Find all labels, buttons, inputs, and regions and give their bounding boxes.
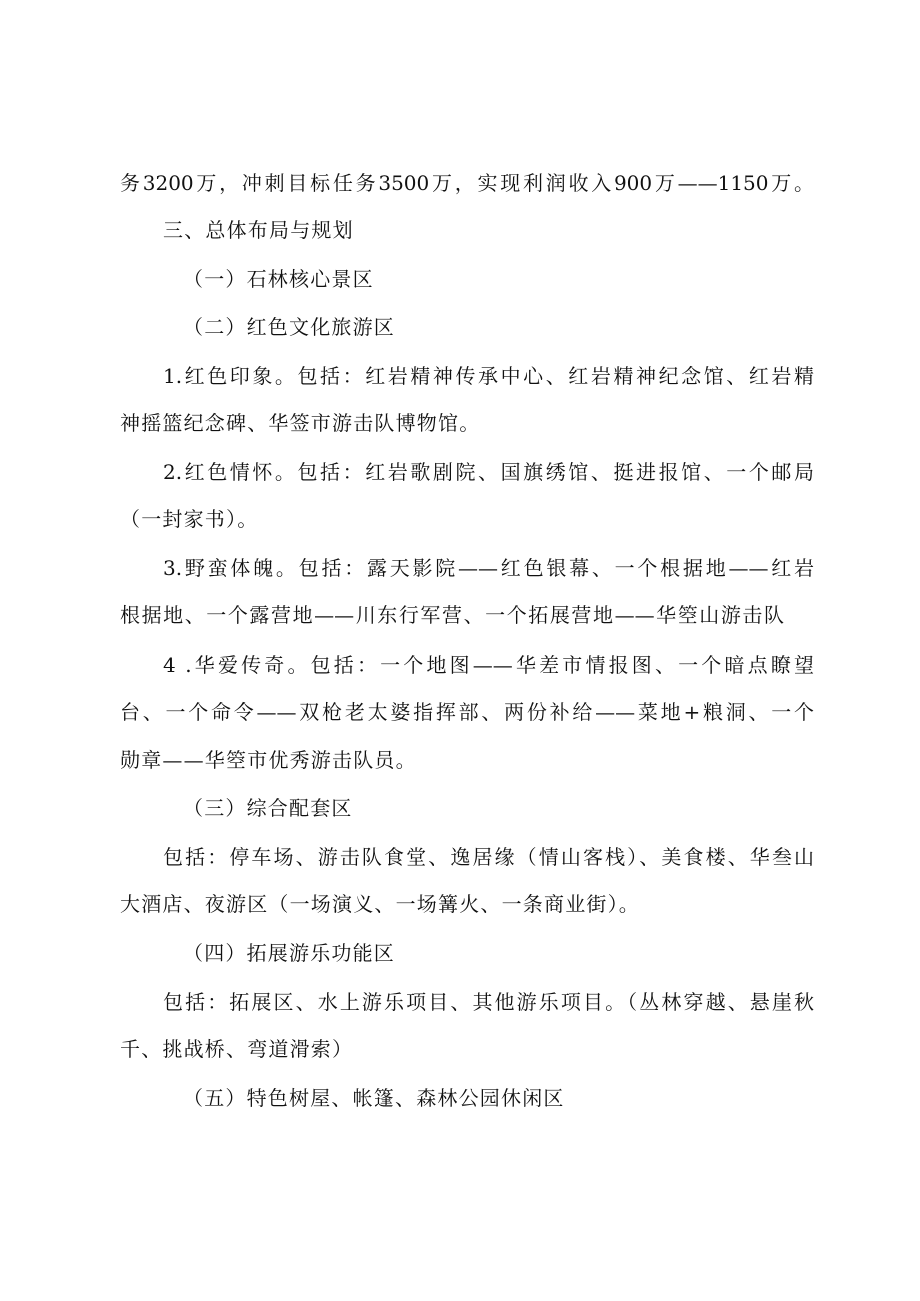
section-heading: 三、总体布局与规划 [163, 218, 354, 242]
paragraph-line: 台、一个命令——双枪老太婆指挥部、两份补给——菜地+粮洞、一个 [120, 700, 814, 724]
paragraph-line: 1.红色印象。包括：红岩精神传承中心、红岩精神纪念馆、红岩精 [163, 364, 814, 388]
subsection-heading: （五）特色树屋、帐篷、森林公园休闲区 [183, 1086, 565, 1110]
paragraph-line: 根据地、一个露营地——川东行军营、一个拓展营地——华箜山游击队 [120, 603, 784, 627]
paragraph-line: 包括：拓展区、水上游乐项目、其他游乐项目。（丛林穿越、悬崖秋 [163, 990, 814, 1014]
paragraph-line: （一封家书）。 [120, 507, 259, 531]
subsection-heading: （一）石林核心景区 [183, 267, 374, 291]
subsection-heading: （三）综合配套区 [183, 796, 353, 820]
paragraph-line: 大酒店、夜游区（一场演义、一场篝火、一条商业街）。 [120, 892, 640, 916]
subsection-heading: （四）拓展游乐功能区 [183, 941, 395, 965]
paragraph-line: 千、挑战桥、弯道滑索） [120, 1037, 354, 1061]
paragraph-line: 2.红色情怀。包括：红岩歌剧院、国旗绣馆、挺进报馆、一个邮局 [163, 460, 814, 484]
paragraph-line: 3.野蛮体魄。包括：露天影院——红色银幕、一个根据地——红岩 [163, 556, 814, 580]
paragraph-line: 勋章——华箜市优秀游击队员。 [120, 748, 417, 772]
paragraph-line: 务3200万，冲刺目标任务3500万，实现利润收入900万——1150万。 [120, 171, 814, 195]
paragraph-line: 神摇篮纪念碑、华签市游击队博物馆。 [120, 411, 481, 435]
subsection-heading: （二）红色文化旅游区 [183, 315, 395, 339]
paragraph-line: 包括：停车场、游击队食堂、逸居缘（情山客栈）、美食楼、华叁山 [163, 845, 814, 869]
paragraph-line: 4 .华爱传奇。包括：一个地图——华差市情报图、一个暗点瞭望 [163, 653, 814, 677]
